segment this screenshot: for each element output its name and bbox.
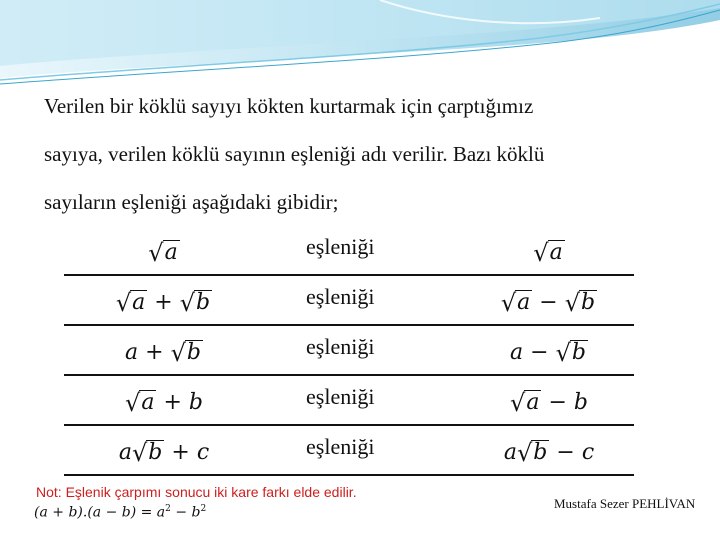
conjugate-label: eşleniği	[306, 334, 375, 359]
intro-line-3: sayıların eşleniği aşağıdaki gibidir;	[44, 190, 339, 214]
expression-left: a √ b + c	[118, 438, 210, 467]
intro-line-1: Verilen bir köklü sayıyı kökten kurtarmak için çarptığımız	[44, 94, 534, 118]
expression-right: √ a − √ b	[500, 288, 596, 317]
table-row	[64, 376, 634, 426]
expression-left: √ a + b	[125, 388, 203, 417]
conjugate-label: eşleniği	[306, 284, 375, 309]
expression-right: a √ b − c	[503, 438, 595, 467]
conjugate-table	[64, 226, 634, 476]
expression-right: a − √ b	[510, 338, 586, 367]
note-text: Not: Eşlenik çarpımı sonucu iki kare farkı elde edilir.	[36, 484, 357, 500]
expression-left: √ a + √ b	[115, 288, 211, 317]
conjugate-label: eşleniği	[306, 234, 375, 259]
table-row	[64, 426, 634, 476]
author-name: Mustafa Sezer PEHLİVAN	[554, 496, 696, 511]
difference-of-squares-formula: $(a + b).(a - b) = a^2 - b^2$	[34, 504, 207, 521]
table-row	[64, 226, 634, 276]
expression-left: √ a	[148, 238, 178, 267]
conjugate-label: eşleniği	[306, 384, 375, 409]
conjugate-label: eşleniği	[306, 434, 375, 459]
intro-line-2: sayıya, verilen köklü sayının eşleniği adı verilir. Bazı köklü	[44, 142, 545, 166]
header-wave-decoration	[0, 0, 720, 90]
expression-left: a + √ b	[125, 338, 201, 367]
expression-right: √ a	[533, 238, 563, 267]
table-row	[64, 276, 634, 326]
table-row	[64, 326, 634, 376]
expression-right: √ a − b	[510, 388, 588, 417]
intro-paragraph	[44, 82, 684, 226]
